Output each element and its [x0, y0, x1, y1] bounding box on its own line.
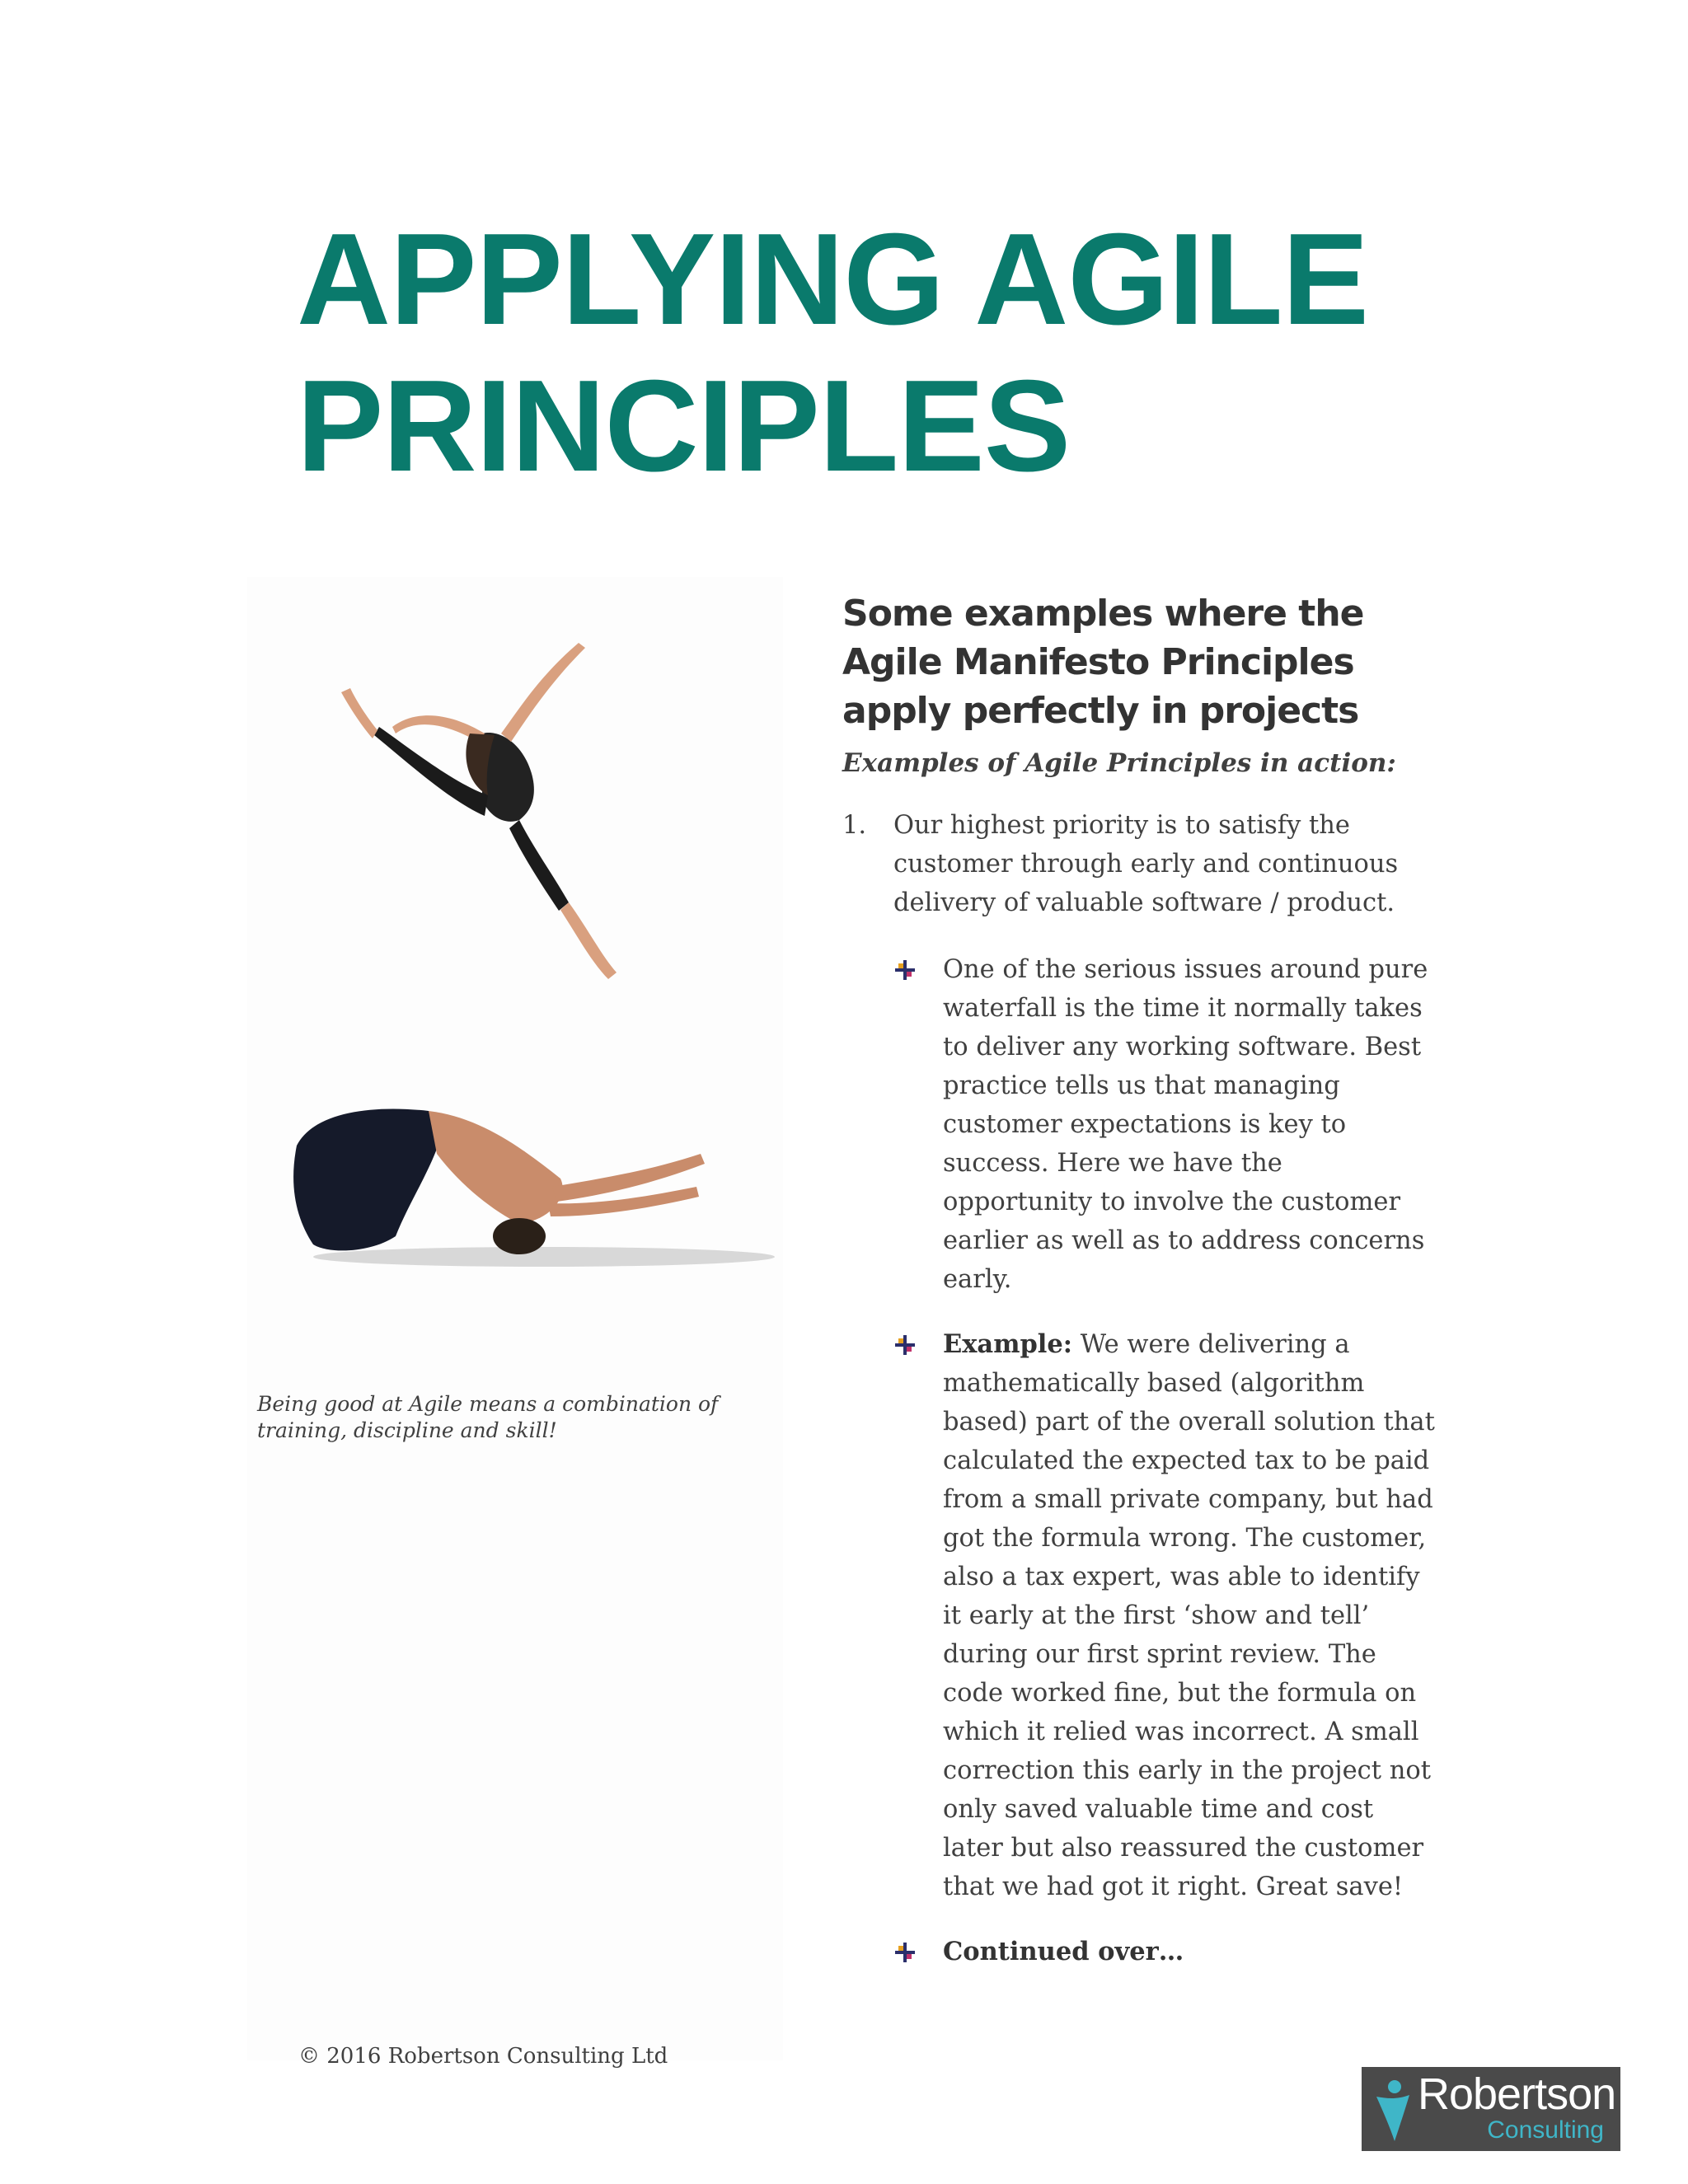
bullet-item [842, 950, 1436, 1299]
company-logo [1362, 2067, 1620, 2151]
section-heading: Some examples where the Agile Manifesto Principles apply perfectly in projects [842, 593, 1364, 732]
female-dancer [341, 643, 617, 979]
footer-copyright: © 2016 Robertson Consulting Ltd [298, 2044, 668, 2069]
male-dancer [293, 1108, 775, 1267]
bullet-text: We were delivering a mathematically based (algorithm based) part of the overall solution that calculated the expected tax to be paid from a small private company, but had got the formula wrong. The customer, also a tax expert, was able to identify it early at the first ‘show and tell’ during our first sprint review. The code worked fine, but the formula on which it relied was incorrect. A small correction this early in the project not only saved valuable time and cost later but also reassured the customer that we had got it right. Great save! [943, 1330, 1435, 1901]
dancers-photo [272, 610, 783, 1302]
bullet-icon [893, 1333, 917, 1357]
title-line-1: APPLYING AGILE [297, 207, 1368, 352]
numbered-item [842, 806, 1436, 922]
bullet-text: One of the serious issues around pure waterfall is the time it normally takes to deliver any working software. Best practice tells us that managing customer expectations is key to success. Here we have the opportunity to involve the customer earlier as well as to address concerns early. [943, 955, 1428, 1294]
main-content [842, 589, 1436, 1998]
logo-figure-icon [1370, 2079, 1416, 2143]
item-number: 1. [842, 811, 867, 840]
logo-subtitle: Consulting [1487, 2116, 1604, 2144]
item-text: Our highest priority is to satisfy the customer through early and continuous delivery of valuable software / product. [893, 811, 1399, 917]
continued-label: Continued over… [943, 1937, 1184, 1966]
bullet-item [842, 1325, 1436, 1906]
page-title [297, 206, 1451, 499]
title-line-2: PRINCIPLES [297, 354, 1071, 499]
figure-caption: Being good at Agile means a combination of training, discipline and skill! [257, 1392, 719, 1442]
bullet-icon [893, 958, 917, 982]
bullet-item [842, 1933, 1436, 1971]
logo-name: Robertson [1418, 2069, 1616, 2119]
bullet-label: Example: [943, 1329, 1073, 1359]
intro-text: Examples of Agile Principles in action: [842, 748, 1396, 778]
bullet-icon [893, 1941, 917, 1964]
